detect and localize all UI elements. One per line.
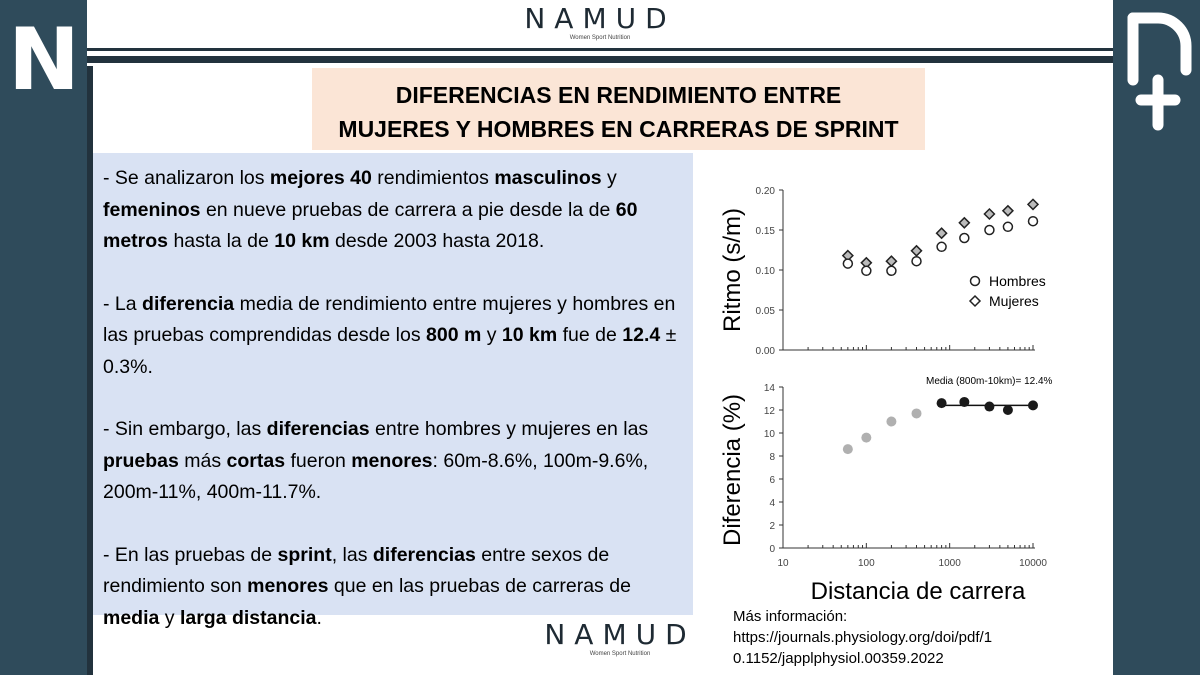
- legend-hombres: Hombres: [989, 273, 1046, 289]
- x-tick-label: 1000: [938, 558, 961, 569]
- bullet-text: 800 m: [426, 324, 482, 346]
- title-line-1: DIFERENCIAS EN RENDIMIENTO ENTRE: [395, 82, 842, 108]
- logo-tagline: Women Sport Nutrition: [589, 651, 651, 657]
- x-tick-label: 10000: [1019, 558, 1047, 569]
- mujeres-point: [886, 256, 896, 266]
- logo-text: NAMUD: [524, 2, 676, 35]
- bullet-text: sprint: [277, 543, 332, 566]
- hombres-point: [912, 257, 921, 266]
- y-tick-label: 0.10: [755, 266, 775, 277]
- mean-annotation: Media (800m-10km)= 12.4%: [926, 376, 1053, 387]
- bottom-logo: [520, 618, 720, 657]
- bullet-text: rendimientos: [371, 167, 495, 189]
- y-axis-label: Diferencia (%): [719, 393, 746, 547]
- bullet-text: masculinos: [494, 167, 602, 189]
- x-tick-label: 100: [857, 558, 875, 569]
- side-logo-n: N: [8, 10, 80, 110]
- bullet-text: menores: [351, 449, 433, 472]
- bullet-text: en nueve pruebas de carrera a pie desde la de: [200, 198, 616, 221]
- bullet-text: pruebas: [103, 449, 179, 472]
- legend-mujeres: Mujeres: [989, 293, 1039, 309]
- mujeres-point: [912, 246, 922, 256]
- more-info: [733, 606, 993, 669]
- bullet-text: menores: [247, 575, 329, 597]
- y-tick-label: 14: [763, 383, 775, 394]
- bullet-text: mejores 40: [269, 167, 372, 189]
- bullet-text: femeninos: [103, 198, 201, 221]
- mujeres-point: [984, 209, 994, 219]
- bullet-text: fue de: [557, 324, 623, 346]
- bullet-text: y: [481, 324, 502, 346]
- y-tick-label: 8: [769, 452, 775, 463]
- hombres-point: [937, 242, 946, 251]
- hombres-point: [862, 266, 871, 275]
- bullet-text: hasta la de: [168, 230, 275, 252]
- bullet-text: más: [178, 449, 227, 472]
- legend-diamond-icon: [970, 296, 980, 306]
- y-tick-label: 0.00: [755, 346, 775, 357]
- legend-circle-icon: [971, 277, 980, 286]
- bullet-text: - Se analizaron los: [103, 167, 270, 189]
- bullet-text: : 60m-8.6%, 100m-9.6%, 200m-11%, 400m-11.7%.: [103, 449, 649, 503]
- bullet-text: larga distancia: [179, 606, 317, 629]
- bullet-text: ± 0.3%.: [103, 324, 677, 378]
- mujeres-point: [937, 228, 947, 238]
- bullet-text: 10 km: [274, 230, 330, 252]
- logo-tagline: Women Sport Nutrition: [569, 35, 631, 41]
- y-tick-label: 0: [769, 544, 775, 555]
- bullet-text: 60 metros: [103, 198, 638, 252]
- bullet-text: que en las pruebas de carreras de: [328, 575, 631, 597]
- bullet-text: media: [103, 606, 160, 629]
- difference-point: [984, 402, 994, 412]
- bullet-text: , las: [331, 543, 373, 566]
- x-axis-label: Distancia de carrera: [810, 578, 1026, 605]
- bullet-text: y: [159, 606, 180, 629]
- mujeres-point: [1003, 206, 1013, 216]
- bullet-text: entre hombres y mujeres en las: [369, 418, 649, 440]
- difference-point: [886, 417, 896, 427]
- hombres-point: [960, 234, 969, 243]
- mujeres-point: [959, 218, 969, 228]
- y-tick-label: 12: [763, 406, 775, 417]
- difference-point: [843, 444, 853, 454]
- more-info-link[interactable]: https://journals.physiology.org/doi/pdf/10.1152/japplphysiol.00359.2022: [733, 629, 993, 667]
- y-axis-label: Ritmo (s/m): [719, 208, 746, 332]
- bullet-text: - La: [103, 292, 143, 315]
- difference-point: [912, 408, 922, 418]
- bullet-text: diferencias: [372, 543, 476, 566]
- difference-point: [959, 397, 969, 407]
- bullet-text: cortas: [226, 449, 286, 472]
- bullet-text: y: [601, 167, 617, 189]
- y-tick-label: 0.15: [755, 226, 775, 237]
- bullet-text: diferencia: [142, 292, 235, 315]
- difference-point: [937, 398, 947, 408]
- y-tick-label: 0.05: [755, 306, 775, 317]
- hombres-point: [1003, 222, 1012, 231]
- difference-point: [1028, 400, 1038, 410]
- bullet-text: media de rendimiento entre mujeres y hombres en las pruebas comprendidas desde los: [103, 292, 676, 346]
- hombres-point: [843, 259, 852, 268]
- bullet-text: diferencias: [266, 418, 370, 440]
- bullet-text: desde 2003 hasta 2018.: [329, 230, 545, 252]
- y-tick-label: 4: [769, 498, 775, 509]
- difference-point: [1003, 405, 1013, 415]
- y-tick-label: 0.20: [755, 186, 775, 197]
- hombres-point: [1029, 217, 1038, 226]
- bullet-text: - En las pruebas de: [103, 543, 278, 566]
- bullet-text: .: [316, 606, 322, 629]
- y-tick-label: 10: [763, 429, 775, 440]
- bullet-text: 10 km: [501, 324, 558, 346]
- bullet-text: 12.4: [622, 324, 661, 346]
- y-tick-label: 2: [769, 521, 775, 532]
- title-line-2: MUJERES Y HOMBRES EN CARRERAS DE SPRINT: [338, 116, 899, 142]
- x-tick-label: 10: [777, 558, 789, 569]
- bullet-text: fueron: [285, 449, 352, 472]
- more-info-label: Más información:: [733, 608, 848, 625]
- hombres-point: [985, 226, 994, 235]
- mujeres-point: [1028, 199, 1038, 209]
- difference-point: [861, 433, 871, 443]
- bullet-text: - Sin embargo, las: [103, 418, 267, 440]
- logo-text: NAMUD: [544, 618, 696, 651]
- bullet-text: entre sexos de rendimiento son: [103, 543, 610, 597]
- y-tick-label: 6: [769, 475, 775, 486]
- hombres-point: [887, 266, 896, 275]
